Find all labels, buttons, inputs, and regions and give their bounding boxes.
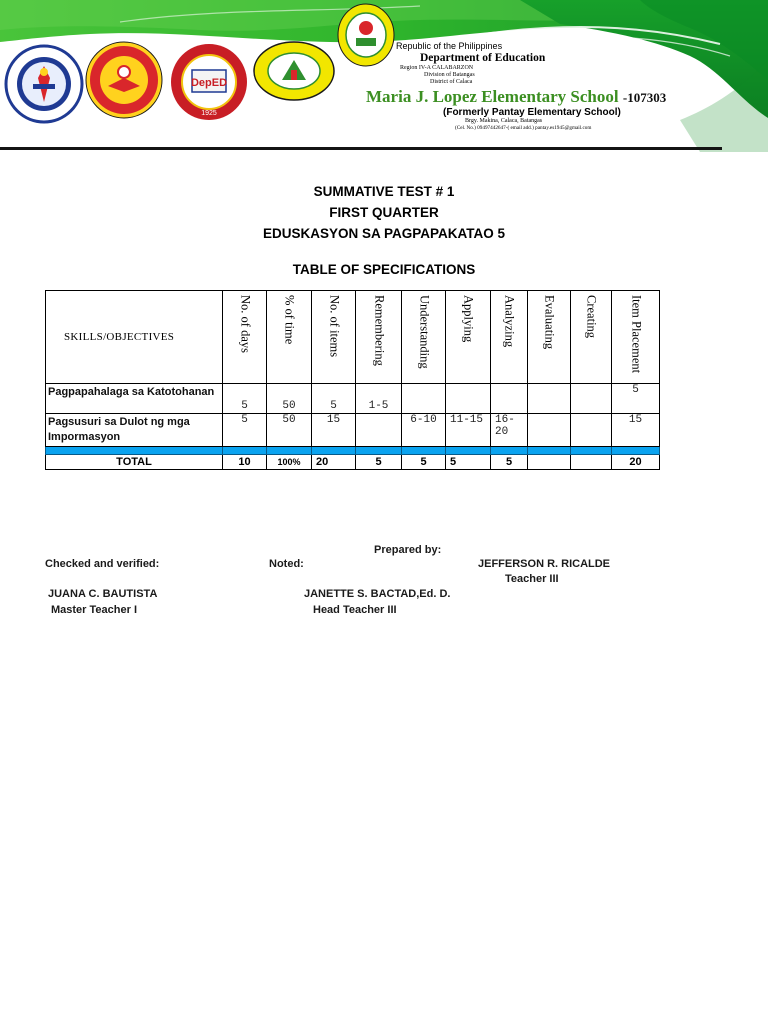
header-remembering-label: Remembering [372, 295, 386, 366]
noter-name: JANETTE S. BACTAD,Ed. D. [304, 588, 451, 600]
row-analyzing [491, 384, 528, 414]
district-label: District of Calaca [430, 79, 473, 85]
table-row [46, 384, 660, 414]
row-time: 50 [267, 414, 312, 447]
department-label: Department of Education [420, 52, 546, 64]
checker-title: Master Teacher I [51, 604, 138, 616]
header-analyzing-label: Analyzing [502, 295, 517, 348]
header-time-label: % of time [282, 295, 297, 345]
table-title: TABLE OF SPECIFICATIONS [292, 262, 476, 277]
row-applying [446, 384, 491, 414]
total-items: 20 [312, 455, 356, 470]
row-understanding [402, 384, 446, 414]
header-evaluating [528, 291, 571, 384]
letterhead-text [0, 0, 768, 152]
row-remembering [356, 414, 402, 447]
highlight-cell [312, 447, 356, 455]
letterhead [0, 0, 768, 152]
highlight-cell [46, 447, 223, 455]
total-applying: 5 [446, 455, 491, 470]
header-items-label: No. of items [327, 295, 341, 358]
header-items [312, 291, 356, 384]
highlight-cell [356, 447, 402, 455]
address-label: Brgy. Makina, Calaca, Batangas [465, 118, 543, 124]
total-row [46, 455, 660, 470]
noter-title: Head Teacher III [313, 604, 397, 616]
row-placement: 5 [612, 384, 660, 414]
header-days-label: No. of days [238, 295, 252, 353]
row-creating [571, 384, 612, 414]
svg-text:DepED: DepED [190, 77, 228, 89]
division-label: Division of Batangas [424, 72, 475, 78]
header-remembering [356, 291, 402, 384]
row-evaluating [528, 414, 571, 447]
highlight-cell [528, 447, 571, 455]
header-placement [612, 291, 660, 384]
header-understanding [402, 291, 446, 384]
republic-label: Republic of the Philippines [396, 41, 503, 51]
school-name-text: Maria J. Lopez Elementary School [366, 87, 619, 106]
total-remembering: 5 [356, 455, 402, 470]
row-remembering: 1-5 [356, 384, 402, 414]
row-items: 15 [312, 414, 356, 447]
highlight-row [46, 447, 660, 455]
checker-name: JUANA C. BAUTISTA [48, 588, 158, 600]
highlight-cell [491, 447, 528, 455]
noted-label: Noted: [269, 558, 304, 570]
header-applying-label: Applying [461, 295, 476, 343]
row-evaluating [528, 384, 571, 414]
header-placement-label: Item Placement [629, 295, 643, 374]
subject-title: EDUSKASYON SA PAGPAPAKATAO 5 [262, 226, 506, 241]
total-placement: 20 [612, 455, 660, 470]
row-applying: 11-15 [446, 414, 491, 447]
highlight-cell [402, 447, 446, 455]
header-creating [571, 291, 612, 384]
row-skill: Pagsusuri sa Dulot ng mga Impormasyon [46, 414, 223, 447]
table-header-row [46, 291, 660, 384]
table-row [46, 414, 660, 447]
header-understanding-label: Understanding [417, 295, 431, 369]
letterhead-divider [0, 147, 722, 150]
row-items: 5 [312, 384, 356, 414]
total-analyzing: 5 [491, 455, 528, 470]
total-label: TOTAL [46, 455, 223, 470]
total-understanding: 5 [402, 455, 446, 470]
contact-label: (Cel. No.) 09497442647-( email add.) pantay.es1945@gmail.com [455, 125, 592, 131]
row-creating [571, 414, 612, 447]
row-days: 5 [223, 384, 267, 414]
total-days: 10 [223, 455, 267, 470]
row-analyzing: 16-20 [491, 414, 528, 447]
table-of-specifications [45, 290, 660, 470]
highlight-cell [571, 447, 612, 455]
quarter-title: FIRST QUARTER [329, 205, 439, 220]
total-evaluating [528, 455, 571, 470]
preparer-name: JEFFERSON R. RICALDE [478, 558, 611, 570]
header-time [267, 291, 312, 384]
header-days [223, 291, 267, 384]
school-id: -107303 [622, 90, 667, 105]
highlight-cell [446, 447, 491, 455]
row-understanding: 6-10 [402, 414, 446, 447]
prepared-by-label: Prepared by: [374, 544, 442, 556]
formerly-label: (Formerly Pantay Elementary School) [443, 107, 621, 118]
row-time: 50 [267, 384, 312, 414]
total-time: 100% [267, 455, 312, 470]
total-creating [571, 455, 612, 470]
header-evaluating-label: Evaluating [542, 295, 557, 350]
row-skill: Pagpapahalaga sa Katotohanan [46, 384, 223, 414]
header-skills: SKILLS/OBJECTIVES [46, 291, 223, 384]
region-label: Region IV-A CALABARZON [400, 65, 474, 71]
highlight-cell [267, 447, 312, 455]
document-titles [0, 181, 768, 280]
highlight-cell [612, 447, 660, 455]
header-creating-label: Creating [584, 295, 599, 339]
highlight-cell [223, 447, 267, 455]
preparer-title: Teacher III [505, 573, 559, 585]
row-days: 5 [223, 414, 267, 447]
test-title: SUMMATIVE TEST # 1 [313, 184, 455, 199]
svg-text:1925: 1925 [201, 110, 217, 117]
header-analyzing [491, 291, 528, 384]
checked-verified-label: Checked and verified: [45, 558, 160, 570]
row-placement: 15 [612, 414, 660, 447]
header-applying [446, 291, 491, 384]
school-name [366, 87, 666, 107]
